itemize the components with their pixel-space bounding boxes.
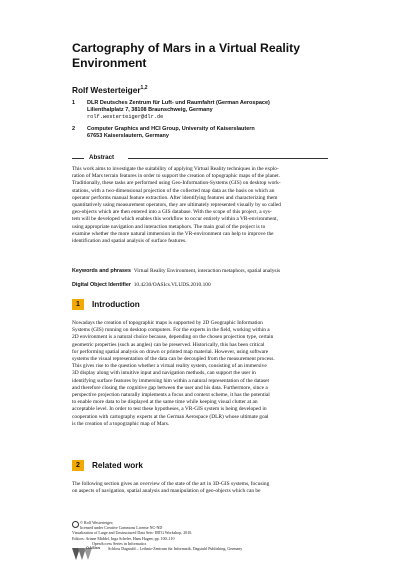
abstract-heading: Abstract xyxy=(89,154,115,161)
abstract-line: ration of Mars terrain features in order to support the creation of topographic maps of the planet. xyxy=(72,173,280,180)
paragraph-line: on aspects of navigation, spatial analysis and manipulation of geo-objects which can be xyxy=(72,488,261,495)
section-title: Introduction xyxy=(92,300,140,309)
keywords xyxy=(72,268,328,275)
affiliation-number: 2 xyxy=(72,126,76,132)
paragraph-line: cooperation with cartography experts at the German Aerospace (DLR) whose ultimate goal xyxy=(72,413,269,420)
paragraph-line: 3D display along with intuitive input and navigation methods, can support the user in xyxy=(72,370,256,377)
paragraph-line: This gives rise to the question whether a virtual reality system, consisting of an immersive xyxy=(72,363,267,370)
paragraph-line: for performing spatial analysis on drawn or printed map material. However, using software xyxy=(72,348,269,355)
oasics-logo-text: OASIcs xyxy=(86,545,101,550)
affiliation-line: 67653 Kaiserslautern, Germany xyxy=(87,133,169,139)
title-line-1: Cartography of Mars in a Virtual Reality xyxy=(72,41,301,55)
footer-line: Schloss Dagstuhl – Leibniz-Zentrum für Informatik, Dagstuhl Publishing, Germany xyxy=(108,546,243,552)
abstract-text xyxy=(72,166,328,245)
affiliation-number: 1 xyxy=(72,100,76,106)
author-email-link[interactable]: rolf.westerteiger@dlr.de xyxy=(87,114,164,120)
abstract-line: using appropriate navigation and interaction metaphors. The main goal of the project is to xyxy=(72,223,266,230)
abstract-line: examine whether the more natural immersion in the VR-environment can help to improve the xyxy=(72,230,274,237)
abstract-line: geo-objects which are then entered into a GIS database. With the scope of this project, a sys- xyxy=(72,209,272,216)
abstract-line: Traditionally, these tasks are performed using Geo-Information-Systems (GIS) on desktop work- xyxy=(72,180,281,187)
abstract-line: quantitatively using measurement operators, they are ultimately represented visually by so called xyxy=(72,202,281,209)
abstract-line: identification and spatial analysis of surface features. xyxy=(72,238,187,245)
section-number-box: 2 xyxy=(72,460,84,471)
affiliation-line: DLR Deutsches Zentrum für Luft- und Raumfahrt (German Aerospace) xyxy=(87,100,270,106)
section-number-box: 1 xyxy=(72,299,84,310)
footer-line: © Rolf Westerteiger; xyxy=(80,520,114,525)
paragraph-line: geometric properties (such as angles) can be preserved. Historically, this has been critical xyxy=(72,341,265,348)
author-text: Rolf Westerteiger xyxy=(72,85,141,95)
paragraph-line: perspective projection naturally implements a focus and context scheme, it has the potential xyxy=(72,392,270,399)
footer-line: licensed under Creative Commons License NC-ND xyxy=(80,525,163,531)
introduction-paragraph xyxy=(72,320,328,428)
footer-line: Editors: Ariane Middel, Inga Scheler, Hans Hagen; pp. 100–110 xyxy=(72,535,175,541)
paragraph-line: acceptable level. In order to test these hypotheses, a VR-GIS system is being developed in xyxy=(72,406,267,413)
section-title: Related work xyxy=(92,461,143,470)
abstract-line: tem will be developed which enables this workflow to occur entirely within a VR-environment, xyxy=(72,216,278,223)
paragraph-line: is the creation of a topographic map of Mars. xyxy=(72,420,170,427)
footer-line: Visualization of Large and Unstructured Data Sets- IRTG Workshop, 2010. xyxy=(72,530,193,536)
author-affiliation-marks: 1,2 xyxy=(140,85,148,92)
paragraph-line: and therefore closing the cognitive gap between the user and his data. Furthermore, since a xyxy=(72,384,268,391)
abstract-line: stations, with a two-dimensional projection of the collected map data as the basis on which an xyxy=(72,187,275,194)
paragraph-line: to enable more data to be displayed at the same time while keeping visual clutter at an xyxy=(72,399,258,406)
affiliation-line: Computer Graphics and HCI Group, University of Kaiserslautern xyxy=(87,126,255,132)
heading-rule xyxy=(72,158,84,159)
footer-line: OpenAccess Series in Informatics xyxy=(92,540,147,546)
doi xyxy=(72,282,328,289)
publication-footer xyxy=(72,520,332,551)
abstract-line: operator performs manual feature extraction. After identifying features and characterizing them xyxy=(72,194,278,201)
paragraph-line: systems the visual representation of the data can be decoupled from the measurement process. xyxy=(72,356,275,363)
keywords-label: Keywords and phrases xyxy=(72,268,132,274)
doi-label: Digital Object Identifier xyxy=(72,282,132,288)
keywords-text: Virtual Reality Environment, interaction metaphors, spatial analysis xyxy=(133,268,281,274)
paragraph-line: Systems (GIS) running on desktop computers. For the experts in the field, working within a xyxy=(72,327,270,334)
affiliation-line: Lilienthalplatz 7, 38108 Braunschweig, Germany xyxy=(87,107,213,113)
heading-rule xyxy=(128,158,328,159)
doi-link[interactable]: 10.4230/OASIcs.VLUDS.2010.100 xyxy=(133,282,211,288)
paragraph-line: The following section gives an overview of the state of the art in 3D-GIS systems, focusing xyxy=(72,481,270,487)
paragraph-line: identifying surface features by immersing him within a natural representation of the dataset xyxy=(72,377,269,384)
paragraph-line: 2D environment is a natural choice because, depending on the chosen projection type, certain xyxy=(72,334,274,341)
abstract-line: This work aims to investigate the suitability of applying Virtual Reality techniques in the explo- xyxy=(72,166,279,172)
title-line-2: Environment xyxy=(72,56,147,70)
paragraph-line: Nowadays the creation of topographic maps is supported by 2D Geographic Information xyxy=(72,320,263,326)
abstract-heading-bar xyxy=(72,154,328,162)
related-work-paragraph xyxy=(72,481,328,495)
paper-title xyxy=(72,41,362,71)
author-name xyxy=(72,85,148,95)
